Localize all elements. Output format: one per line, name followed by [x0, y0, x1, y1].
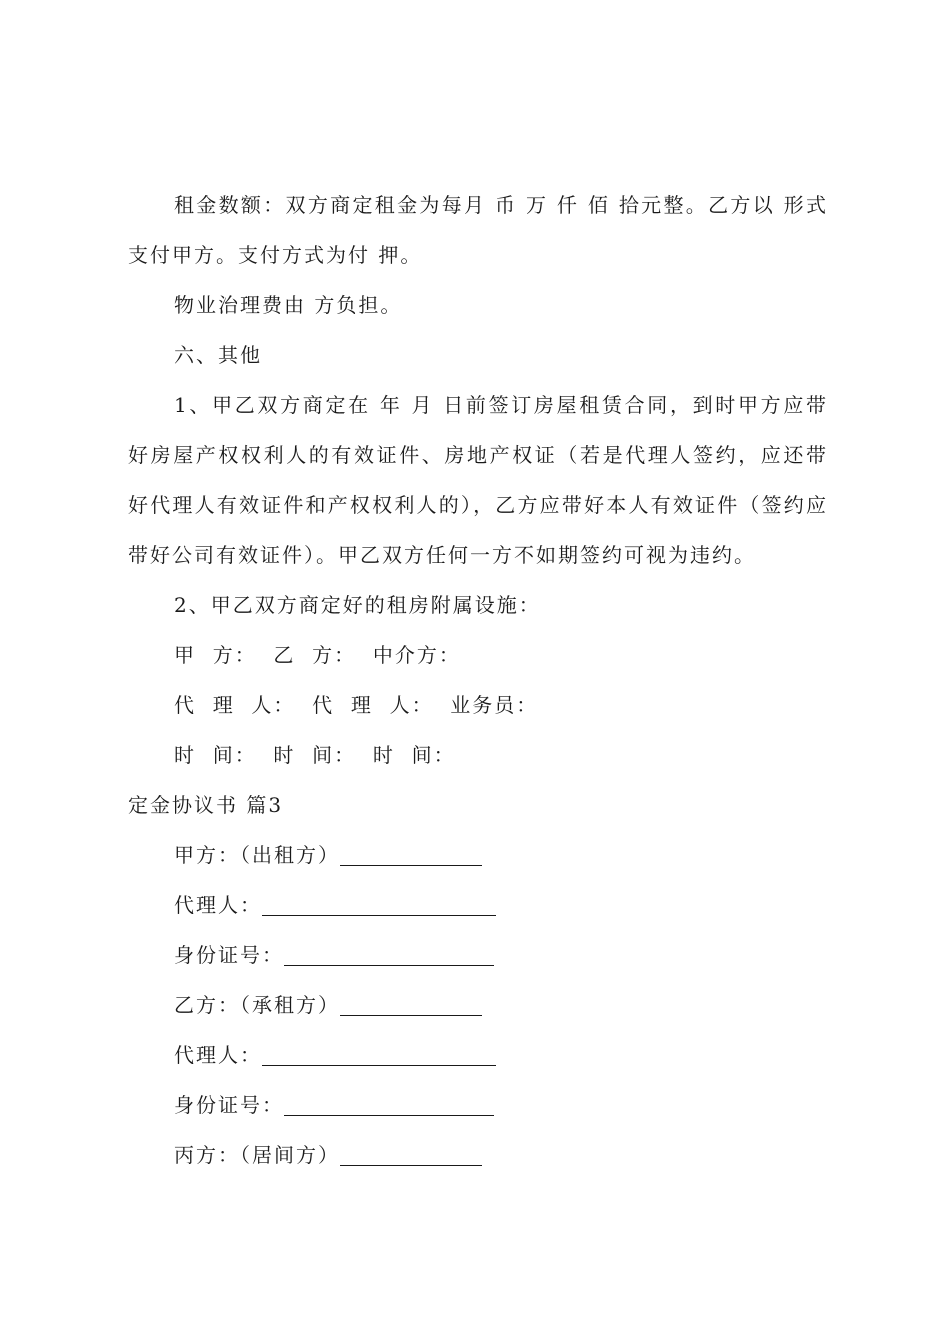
fill-in-blank — [262, 893, 496, 916]
paragraph-property-fee: 物业治理费由 方负担。 — [174, 293, 403, 317]
fill-in-blank — [340, 1143, 482, 1166]
section-heading-other: 六、其他 — [174, 343, 262, 367]
form-field-lessor-agent — [174, 880, 496, 930]
fill-in-blank — [340, 993, 482, 1016]
signature-row-agents: 代 理 人： 代 理 人： 业务员： — [174, 693, 539, 717]
form-field-lessee-id — [174, 1080, 494, 1130]
paragraph-item-1: 1、甲乙双方商定在 年 月 日前签订房屋租赁合同，到时甲方应带好房屋产权权利人的有效证件、房地产权证（若是代理人签约，应还带好代理人有效证件和产权权利人的），乙方应带好本人有效证件（签约应带好公司有效证件）。甲乙双方任何一方不如期签约可视为违约。 — [128, 393, 828, 567]
paragraph-rent-amount: 租金数额：双方商定租金为每月 币 万 仟 佰 拾元整。乙方以 形式支付甲方。支付方式为付 押。 — [128, 193, 828, 267]
form-field-label: 丙方：（居间方） — [174, 1143, 340, 1167]
form-field-lessee — [174, 980, 482, 1030]
form-field-lessor — [174, 830, 482, 880]
form-field-label: 甲方：（出租方） — [174, 843, 340, 867]
form-field-label: 身份证号： — [174, 1093, 284, 1117]
signature-row-times: 时 间： 时 间： 时 间： — [174, 743, 456, 767]
section-title: 定金协议书 篇3 — [128, 793, 284, 817]
paragraph-item-2: 2、甲乙双方商定好的租房附属设施： — [174, 593, 541, 617]
fill-in-blank — [284, 943, 494, 966]
form-field-label: 乙方：（承租方） — [174, 993, 340, 1017]
form-field-label: 代理人： — [174, 893, 262, 917]
form-field-label: 代理人： — [174, 1043, 262, 1067]
signature-row-parties: 甲 方： 乙 方： 中介方： — [174, 643, 461, 667]
form-field-label: 身份证号： — [174, 943, 284, 967]
fill-in-blank — [284, 1093, 494, 1116]
form-field-lessee-agent — [174, 1030, 496, 1080]
fill-in-blank — [262, 1043, 496, 1066]
fill-in-blank — [340, 843, 482, 866]
form-field-lessor-id — [174, 930, 494, 980]
form-field-intermediary — [174, 1130, 482, 1180]
